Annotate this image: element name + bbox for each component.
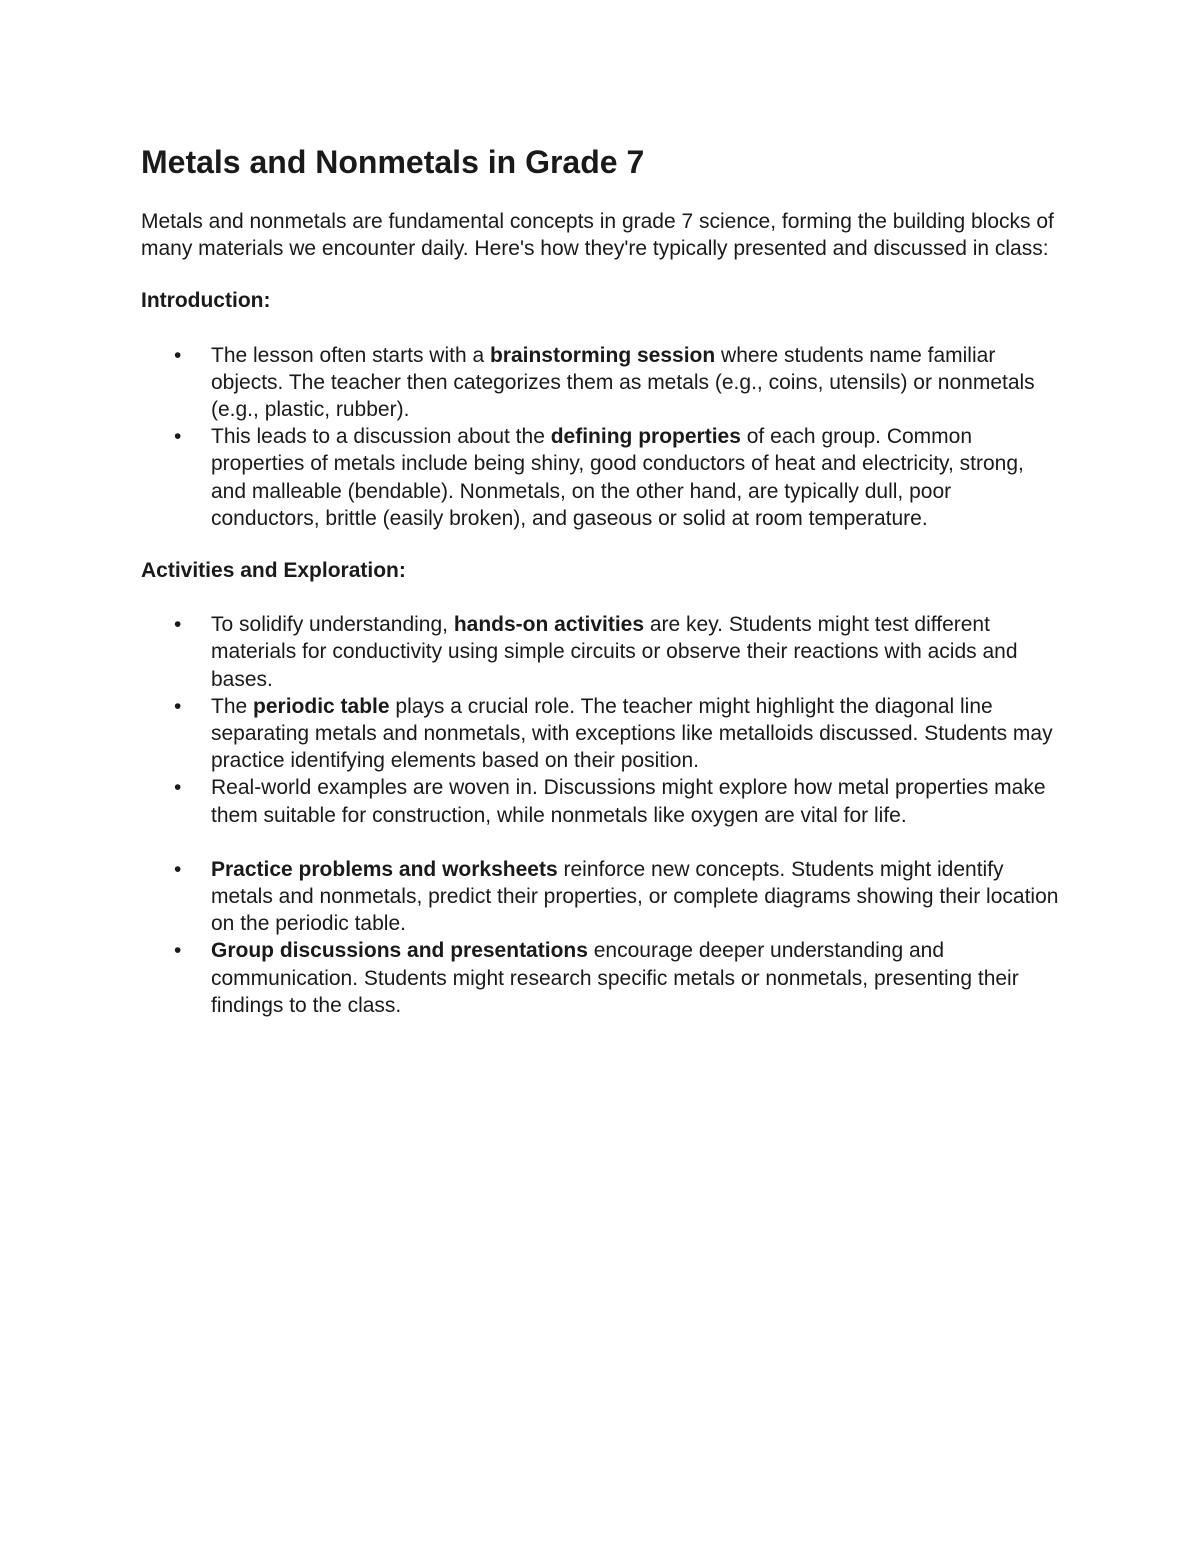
item-bold-text: Group discussions and presentations bbox=[211, 939, 588, 963]
item-text: plays a crucial role. The teacher might highlight the diagonal line separating metals and nonmetals, with exceptions like metalloids discussed. Students may practice identifying elements based on their position. bbox=[211, 694, 1053, 773]
item-text: encourage deeper understanding and communication. Students might research specific metals or nonmetals, presenting their findings to the class. bbox=[211, 939, 1019, 1017]
item-bold-text: defining properties bbox=[550, 425, 741, 449]
item-text: of each group. Common properties of metals include being shiny, good conductors of heat and electricity, strong, and malleable (bendable). Nonmetals, on the other hand, are typically dull, poor conductors, brittle (easily broken), and gaseous or solid at room temperature. bbox=[211, 425, 1024, 530]
list-item bbox=[141, 423, 1061, 532]
bullet-icon: • bbox=[174, 939, 182, 963]
item-text: The lesson often starts with a bbox=[211, 343, 490, 367]
list-item bbox=[141, 693, 1061, 775]
item-bold-text: Practice problems and worksheets bbox=[211, 857, 558, 881]
item-text: reinforce new concepts. Students might identify metals and nonmetals, predict their properties, or complete diagrams showing their location on the periodic table. bbox=[211, 857, 1059, 936]
list-item bbox=[141, 856, 1061, 938]
item-text: This leads to a discussion about the bbox=[211, 425, 551, 449]
document-content bbox=[141, 138, 1061, 1019]
section-heading-introduction: Introduction: bbox=[141, 289, 271, 313]
section-heading-activities: Activities and Exploration: bbox=[141, 559, 406, 583]
bullet-icon: • bbox=[174, 857, 182, 881]
bullet-icon: • bbox=[174, 343, 182, 367]
bullet-icon: • bbox=[174, 613, 182, 637]
item-text: To solidify understanding, bbox=[211, 613, 454, 637]
item-bold-text: brainstorming session bbox=[489, 343, 716, 367]
bullet-list-activities bbox=[141, 611, 1061, 829]
page-title: Metals and Nonmetals in Grade 7 bbox=[141, 144, 645, 180]
bullet-icon: • bbox=[174, 425, 182, 449]
item-text: where students name familiar objects. The teacher then categorizes them as metals (e.g., coins, utensils) or nonmetals (e.g., plastic, rubber). bbox=[211, 343, 1035, 422]
list-item bbox=[141, 774, 1061, 828]
bullet-icon: • bbox=[174, 694, 182, 718]
bullet-list-introduction bbox=[141, 342, 1061, 532]
bullet-list-practice bbox=[141, 856, 1061, 1019]
item-text: are key. Students might test different materials for conductivity using simple circuits or observe their reactions with acids and bases. bbox=[211, 613, 1018, 691]
list-item bbox=[141, 342, 1061, 424]
list-item bbox=[141, 611, 1061, 693]
list-item bbox=[141, 937, 1061, 1019]
intro-paragraph: Metals and nonmetals are fundamental concepts in grade 7 science, forming the building blocks of many materials we encounter daily. Here's how they're typically presented and discussed in class: bbox=[141, 210, 1054, 261]
item-bold-text: hands-on activities bbox=[453, 613, 645, 637]
item-text: The bbox=[211, 694, 254, 718]
bullet-icon: • bbox=[174, 776, 182, 800]
item-text: Real-world examples are woven in. Discussions might explore how metal properties make them suitable for construction, while nonmetals like oxygen are vital for life. bbox=[211, 776, 1046, 827]
item-bold-text: periodic table bbox=[253, 694, 390, 718]
